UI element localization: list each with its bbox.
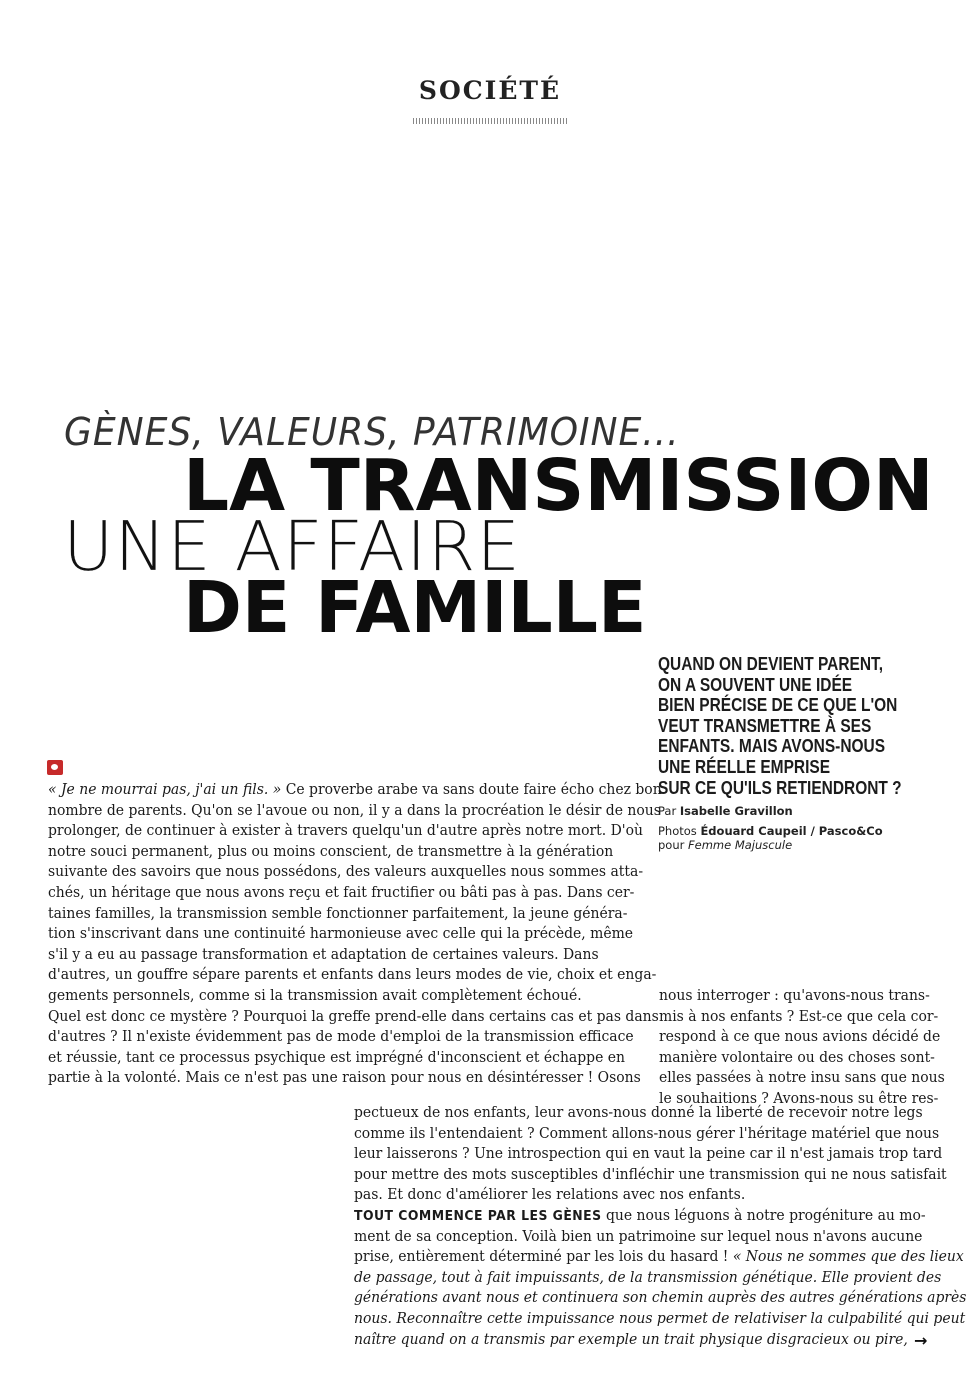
photographer-name: Édouard Caupeil / Pasco&Co <box>700 824 883 838</box>
author-credit <box>658 804 793 818</box>
body-line: mis à nos enfants ? Est-ce que cela cor- <box>659 1007 939 1025</box>
lead-line: QUAND ON DEVIENT PARENT, <box>658 654 884 674</box>
lead-line: VEUT TRANSMETTRE À SES <box>658 715 872 736</box>
body-line: naître quand on a transmis par exemple un trait physique disgracieux ou pire, <box>354 1330 908 1348</box>
lead-line: SUR CE QU'ILS RETIENDRONT ? <box>658 777 902 798</box>
photos-label: Photos <box>658 824 697 838</box>
body-line: le souhaitions ? Avons-nous su être res- <box>659 1089 939 1107</box>
lead-line: BIEN PRÉCISE DE CE QUE L'ON <box>658 695 898 716</box>
body-line: de passage, tout à fait impuissants, de la transmission génétique. Elle provient des <box>354 1268 942 1286</box>
body-line: « Je ne mourrai pas, j'ai un fils. » Ce proverbe arabe va sans doute faire écho chez bon <box>48 781 662 798</box>
body-line: respond à ce que nous avions décidé de <box>659 1028 941 1046</box>
body-line: pas. Et donc d'améliorer les relations avec nos enfants. <box>354 1186 746 1204</box>
body-line: s'il y a eu au passage transformation et adaptation de certaines valeurs. Dans <box>48 945 599 963</box>
body-line: d'autres, un gouffre sépare parents et enfants dans leurs modes de vie, choix et enga- <box>48 966 657 984</box>
body-line: tion s'inscrivant dans une continuité harmonieuse avec celle qui la précède, même <box>48 925 634 943</box>
continue-arrow-icon[interactable]: → <box>914 1331 928 1350</box>
body-line: pectueux de nos enfants, leur avons-nous donné la liberté de recevoir notre legs <box>354 1104 923 1121</box>
body-line: d'autres ? Il n'existe évidemment pas de mode d'emploi de la transmission efficace <box>48 1028 634 1046</box>
photo-credit <box>658 824 883 838</box>
body-line: leur laisserons ? Une introspection qui en vaut la peine car il n'est jamais trop tard <box>354 1145 943 1163</box>
body-column-1 <box>48 780 662 1089</box>
opening-quote: « Je ne mourrai pas, j'ai un fils. » <box>48 781 282 798</box>
body-line: nous. Reconnaître cette impuissance nous permet de relativiser la culpabilité qui peut <box>354 1309 966 1327</box>
body-line: pour mettre des mots susceptibles d'infléchir une transmission qui ne nous satisfait <box>354 1165 947 1183</box>
title-line-3: DE FAMILLE <box>183 566 647 649</box>
lead-line: ENFANTS. MAIS AVONS-NOUS <box>658 736 886 757</box>
quote-start: « Nous ne sommes que des lieux <box>732 1248 964 1266</box>
publication-name: Femme Majuscule <box>688 838 793 852</box>
body-line: taines familles, la transmission semble fonctionner parfaitement, la jeune généra- <box>48 904 628 922</box>
body-line: et réussie, tant ce processus psychique est imprégné d'inconscient et échappe en <box>48 1048 625 1066</box>
body-line: prolonger, de continuer à exister à travers quelqu'un d'autre après notre mort. D'où <box>48 822 643 840</box>
body-line: ment de sa conception. Voilà bien un patrimoine sur lequel nous n'avons aucune <box>354 1227 923 1245</box>
body-line: manière volontaire ou des choses sont- <box>659 1048 935 1066</box>
body-line: prise, entièrement déterminé par les lois du hasard ! « Nous ne sommes que des lieux <box>354 1248 964 1266</box>
body-line: comme ils l'entendaient ? Comment allons-nous gérer l'héritage matériel que nous <box>354 1124 940 1142</box>
title-kicker: GÈNES, VALEURS, PATRIMOINE... <box>64 410 680 454</box>
subhead: TOUT COMMENCE PAR LES GÈNES <box>354 1208 602 1224</box>
author-label: Par <box>658 804 677 818</box>
body-line: chés, un héritage que nous avons reçu et fait fructifier ou bâti pas à pas. Dans cer- <box>48 883 635 901</box>
for-label: pour <box>658 838 685 852</box>
publication-credit <box>658 838 792 852</box>
body-column-3 <box>354 1103 966 1350</box>
section-rule <box>413 118 568 124</box>
body-line: TOUT COMMENCE PAR LES GÈNES que nous léguons à notre progéniture au mo- <box>354 1206 926 1224</box>
magazine-logo-icon <box>47 760 63 775</box>
lead-line: UNE RÉELLE EMPRISE <box>658 756 831 777</box>
body-line: Quel est donc ce mystère ? Pourquoi la greffe prend-elle dans certains cas et pas dans <box>48 1007 659 1025</box>
body-line: nombre de parents. Qu'on se l'avoue ou non, il y a dans la procréation le désir de nous <box>48 801 661 819</box>
body-line: gements personnels, comme si la transmission avait complètement échoué. <box>48 986 582 1004</box>
section-title: SOCIÉTÉ <box>418 76 562 105</box>
body-column-2 <box>659 986 945 1110</box>
body-line: nous interroger : qu'avons-nous trans- <box>659 987 930 1004</box>
lead-paragraph <box>658 654 902 798</box>
title-line-2: UNE AFFAIRE <box>63 507 521 587</box>
author-name: Isabelle Gravillon <box>679 804 793 818</box>
title-line-1: LA TRANSMISSION <box>183 444 934 527</box>
lead-line: ON A SOUVENT UNE IDÉE <box>658 674 853 695</box>
body-line: suivante des savoirs que nous possédons, des valeurs auxquelles nous sommes atta- <box>48 863 644 881</box>
body-line: partie à la volonté. Mais ce n'est pas une raison pour nous en désintéresser ! Osons <box>48 1069 641 1087</box>
body-line: elles passées à notre insu sans que nous <box>659 1069 945 1087</box>
body-line: notre souci permanent, plus ou moins conscient, de transmettre à la génération <box>48 842 614 860</box>
body-line: générations avant nous et continuera son chemin auprès des autres générations après <box>354 1289 967 1307</box>
